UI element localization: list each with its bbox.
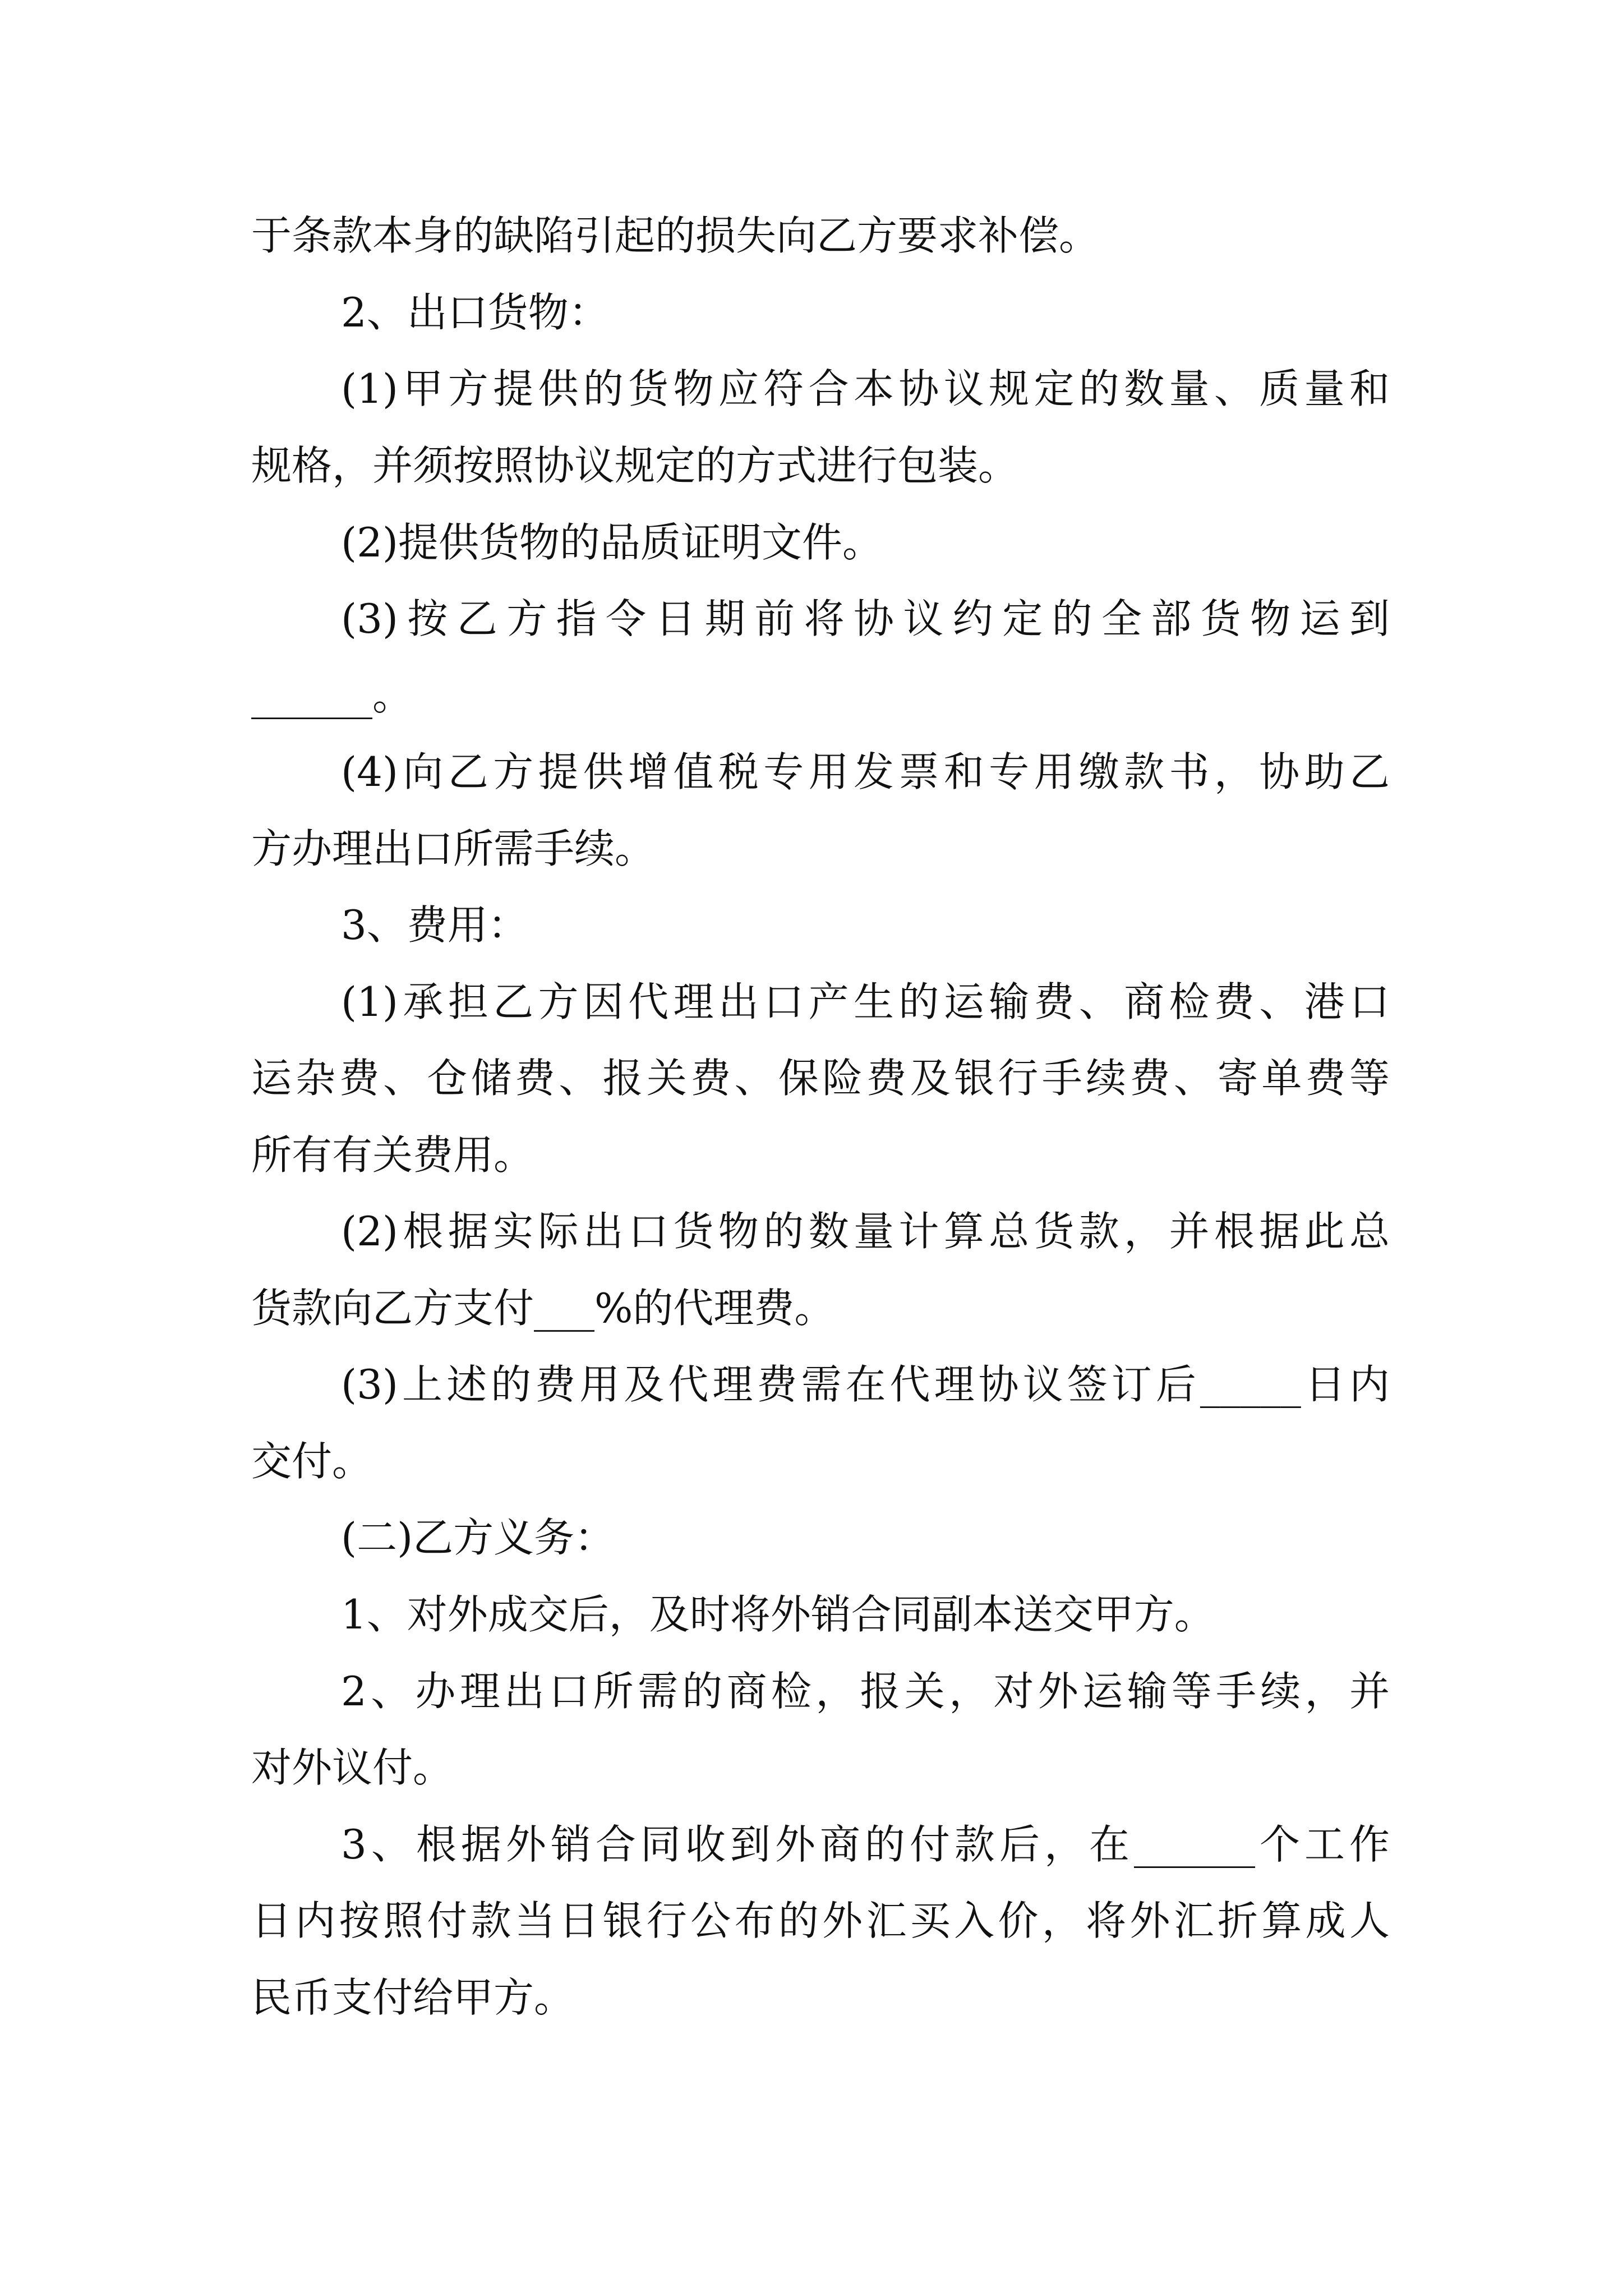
- paragraph-line: (1)甲方提供的货物应符合本协议规定的数量、质量和: [341, 365, 1390, 412]
- paragraph-line: (4)向乙方提供增值税专用发票和专用缴款书，协助乙: [341, 748, 1390, 795]
- paragraph-line: 对外议付。: [251, 1744, 454, 1791]
- paragraph-line: (2)根据实际出口货物的数量计算总货款，并根据此总: [341, 1208, 1390, 1255]
- paragraph-line: 规格，并须按照协议规定的方式进行包装。: [251, 442, 1019, 489]
- paragraph-line: (3)上述的费用及代理费需在代理协议签订后_____日内: [341, 1361, 1390, 1408]
- paragraph-line: 方办理出口所需手续。: [251, 825, 656, 872]
- blank-fill-line: ______。: [251, 672, 413, 719]
- paragraph-line: (3)按乙方指令日期前将协议约定的全部货物运到: [341, 595, 1390, 642]
- paragraph-line: 交付。: [251, 1438, 373, 1485]
- paragraph-line: (2)提供货物的品质证明文件。: [341, 519, 883, 566]
- paragraph-line: 3、根据外销合同收到外商的付款后，在______个工作: [341, 1821, 1390, 1868]
- paragraph-line: 货款向乙方支付___%的代理费。: [251, 1285, 835, 1332]
- paragraph-line: 运杂费、仓储费、报关费、保险费及银行手续费、寄单费等: [251, 1055, 1390, 1102]
- section-heading: (二)乙方义务：: [341, 1514, 615, 1561]
- paragraph-line: (1)承担乙方因代理出口产生的运输费、商检费、港口: [341, 978, 1390, 1025]
- paragraph-line: 所有有关费用。: [251, 1131, 534, 1179]
- paragraph-line: 于条款本身的缺陷引起的损失向乙方要求补偿。: [251, 212, 1100, 259]
- paragraph-line: 1、对外成交后，及时将外销合同副本送交甲方。: [341, 1591, 1215, 1638]
- section-heading: 2、出口货物：: [341, 289, 609, 336]
- paragraph-line: 2、办理出口所需的商检，报关，对外运输等手续，并: [341, 1668, 1390, 1715]
- paragraph-line: 日内按照付款当日银行公布的外汇买入价，将外汇折算成人: [251, 1897, 1390, 1944]
- paragraph-line: 民币支付给甲方。: [251, 1974, 575, 2021]
- section-heading: 3、费用：: [341, 901, 528, 949]
